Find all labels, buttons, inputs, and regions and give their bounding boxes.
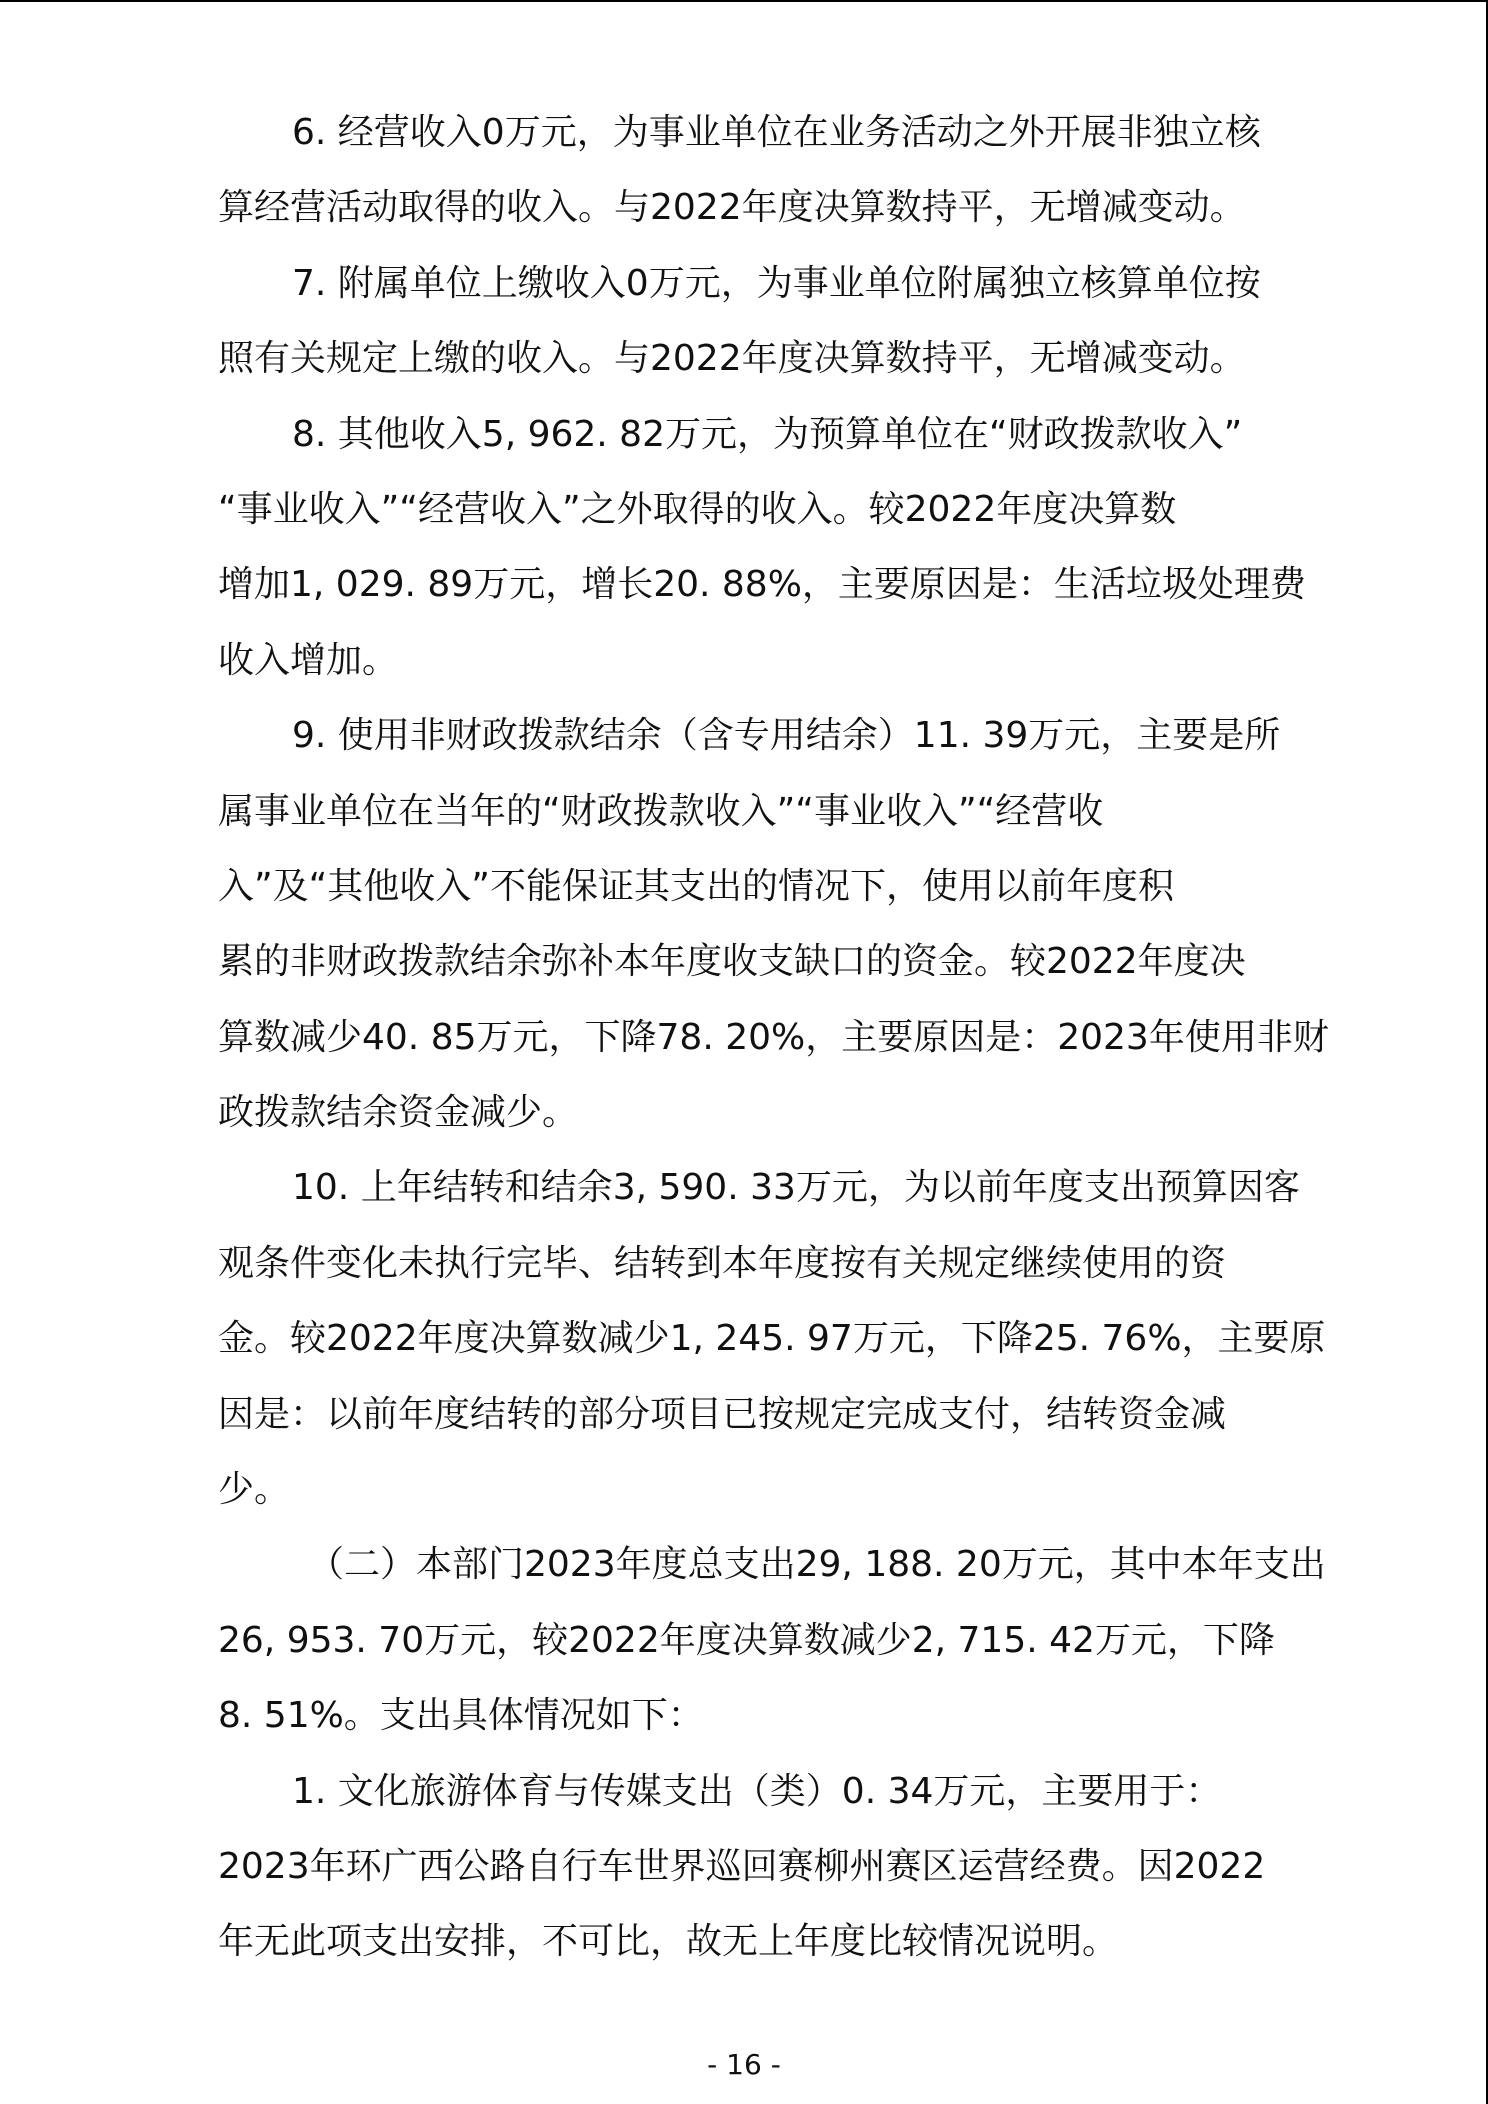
page-number: - 16 - bbox=[707, 2048, 781, 2081]
line-8: 收入增加。 bbox=[218, 639, 399, 681]
line-16: 观条件变化未执行完毕、结转到本年度按有关规定继续使用的资 bbox=[218, 1242, 1227, 1284]
line-18: 因是：以前年度结转的部分项目已按规定完成支付，结转资金减 bbox=[218, 1393, 1227, 1435]
line-10: 属事业单位在当年的“财政拨款收入”“事业收入”“经营收 bbox=[218, 790, 1104, 832]
line-12: 累的非财政拨款结余弥补本年度收支缺口的资金。较2022年度决 bbox=[218, 941, 1246, 983]
line-14: 政拨款结余资金减少。 bbox=[218, 1092, 579, 1134]
line-3: 7. 附属单位上缴收入0万元，为事业单位附属独立核算单位按 bbox=[292, 262, 1261, 304]
line-23: 1. 文化旅游体育与传媒支出（类）0. 34万元，主要用于： bbox=[292, 1770, 1222, 1812]
line-25: 年无此项支出安排，不可比，故无上年度比较情况说明。 bbox=[218, 1921, 1119, 1963]
line-21: 26, 953. 70万元，较2022年度决算数减少2, 715. 42万元，下降 bbox=[218, 1619, 1275, 1661]
line-15: 10. 上年结转和结余3, 590. 33万元，为以前年度支出预算因客 bbox=[292, 1167, 1300, 1209]
page-top-border bbox=[0, 0, 1488, 2]
line-1: 6. 经营收入0万元，为事业单位在业务活动之外开展非独立核 bbox=[292, 112, 1261, 153]
line-11: 入”及“其他收入”不能保证其支出的情况下，使用以前年度积 bbox=[218, 865, 1174, 907]
line-4: 照有关规定上缴的收入。与2022年度决算数持平，无增减变动。 bbox=[218, 338, 1246, 380]
line-6: “事业收入”“经营收入”之外取得的收入。较2022年度决算数 bbox=[218, 488, 1177, 530]
line-19: 少。 bbox=[218, 1469, 291, 1511]
line-5: 8. 其他收入5, 962. 82万元，为预算单位在“财政拨款收入” bbox=[292, 413, 1243, 455]
line-17: 金。较2022年度决算数减少1, 245. 97万元，下降25. 76%，主要原 bbox=[218, 1318, 1326, 1360]
line-13: 算数减少40. 85万元，下降78. 20%，主要原因是：2023年使用非财 bbox=[218, 1016, 1329, 1058]
document-body bbox=[218, 95, 1329, 1980]
line-2: 算经营活动取得的收入。与2022年度决算数持平，无增减变动。 bbox=[218, 187, 1246, 229]
line-24: 2023年环广西公路自行车世界巡回赛柳州赛区运营经费。因2022 bbox=[218, 1845, 1266, 1887]
line-9: 9. 使用非财政拨款结余（含专用结余）11. 39万元，主要是所 bbox=[292, 715, 1281, 757]
line-7: 增加1, 029. 89万元，增长20. 88%，主要原因是：生活垃圾处理费 bbox=[218, 564, 1306, 606]
line-22: 8. 51%。支出具体情况如下： bbox=[218, 1695, 704, 1737]
line-20: （二）本部门2023年度总支出29, 188. 20万元，其中本年支出 bbox=[308, 1544, 1326, 1586]
